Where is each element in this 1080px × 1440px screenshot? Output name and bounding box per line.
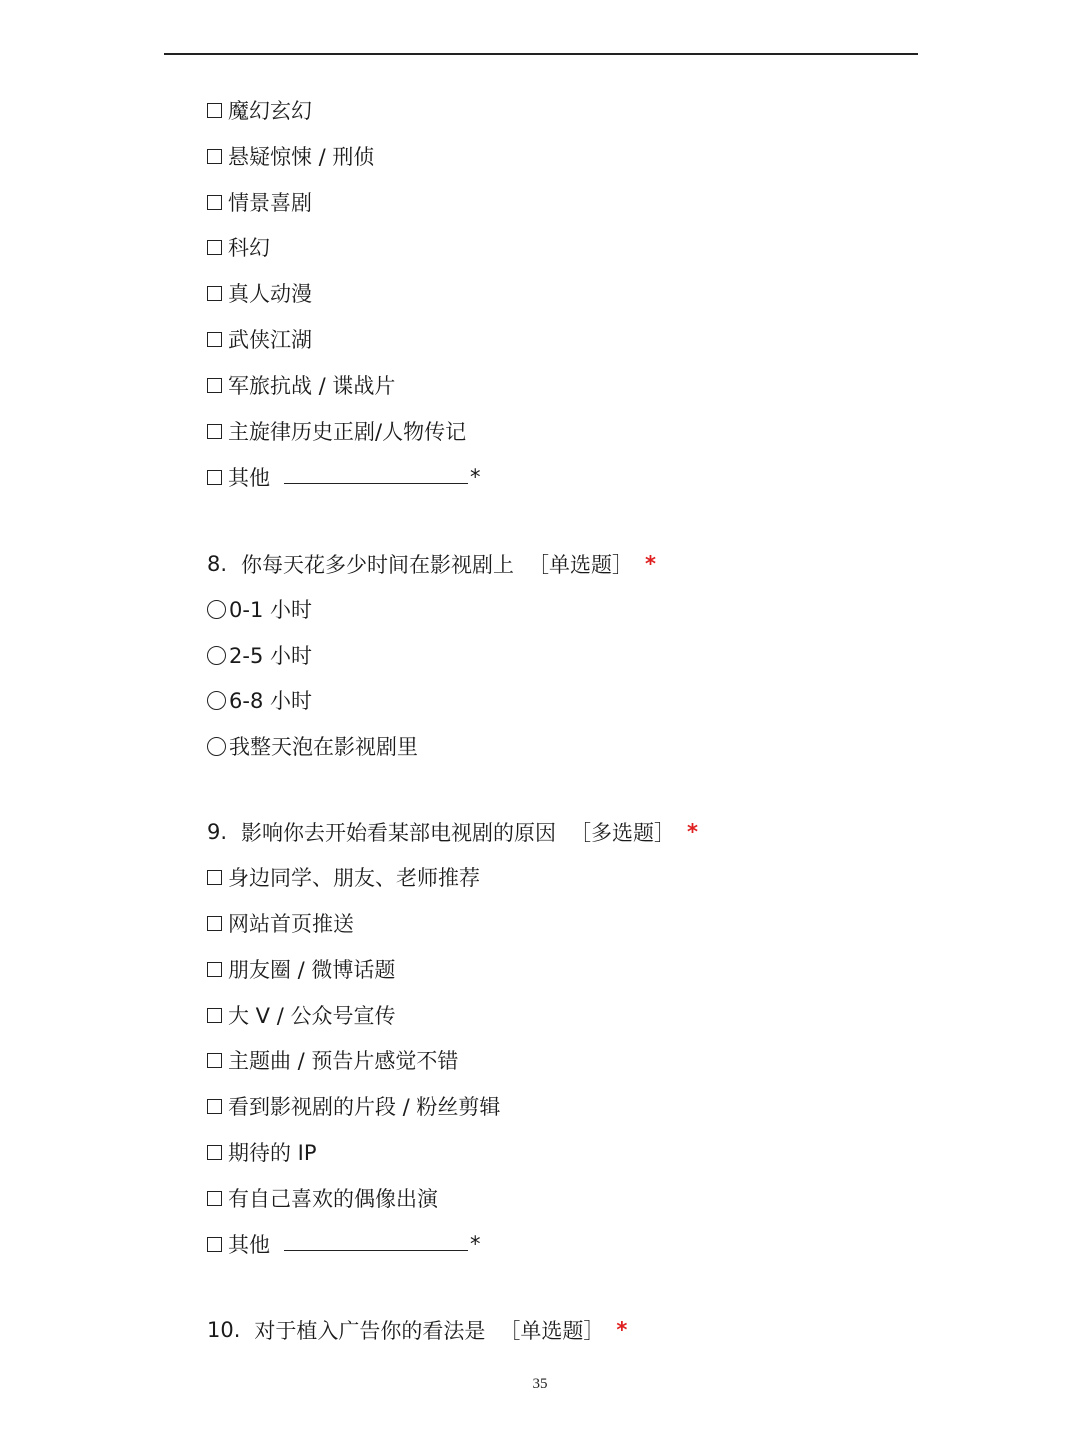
- q7-option-8[interactable]: [207, 415, 466, 447]
- q9-heading: [207, 816, 698, 848]
- other-text-blank[interactable]: [284, 1249, 468, 1251]
- q10-heading: [207, 1314, 627, 1346]
- q8-option-3[interactable]: [207, 684, 312, 716]
- checkbox-icon[interactable]: [207, 424, 222, 439]
- option-label: 其他: [228, 1233, 270, 1257]
- page-number: 35: [532, 1376, 548, 1392]
- required-mark: *: [470, 1232, 481, 1256]
- question-number: 8.: [207, 552, 228, 576]
- option-label: 看到影视剧的片段 / 粉丝剪辑: [228, 1095, 501, 1119]
- question-number: 10.: [207, 1318, 241, 1342]
- option-label: 主旋律历史正剧/人物传记: [228, 420, 467, 444]
- checkbox-icon[interactable]: [207, 240, 222, 255]
- checkbox-icon[interactable]: [207, 962, 222, 977]
- q7-option-5[interactable]: [207, 277, 312, 309]
- q8-option-1[interactable]: [207, 593, 312, 625]
- checkbox-icon[interactable]: [207, 332, 222, 347]
- checkbox-icon[interactable]: [207, 103, 222, 118]
- q7-option-other[interactable]: [207, 461, 481, 493]
- q9-option-7[interactable]: [207, 1136, 317, 1168]
- q9-option-8[interactable]: [207, 1182, 438, 1214]
- option-label: 魔幻玄幻: [228, 99, 312, 123]
- q7-option-3[interactable]: [207, 186, 312, 218]
- q9-option-6[interactable]: [207, 1090, 500, 1122]
- question-type: ［单选题］: [499, 1319, 605, 1343]
- checkbox-icon[interactable]: [207, 1145, 222, 1160]
- q9-option-1[interactable]: [207, 861, 480, 893]
- checkbox-icon[interactable]: [207, 286, 222, 301]
- option-label: 我整天泡在影视剧里: [229, 735, 418, 759]
- question-number: 9.: [207, 820, 228, 844]
- required-mark: *: [470, 465, 481, 489]
- option-label: 情景喜剧: [228, 191, 312, 215]
- question-type: ［多选题］: [570, 821, 676, 845]
- option-label: 悬疑惊悚 / 刑侦: [228, 145, 375, 169]
- q9-option-5[interactable]: [207, 1044, 458, 1076]
- checkbox-icon[interactable]: [207, 1008, 222, 1023]
- checkbox-icon[interactable]: [207, 1099, 222, 1114]
- question-title: 影响你去开始看某部电视剧的原因: [241, 821, 557, 845]
- radio-icon[interactable]: [207, 691, 226, 710]
- q8-heading: [207, 548, 656, 580]
- q7-option-6[interactable]: [207, 323, 312, 355]
- option-label: 身边同学、朋友、老师推荐: [228, 866, 480, 890]
- q7-option-2[interactable]: [207, 140, 374, 172]
- option-label: 武侠江湖: [228, 328, 312, 352]
- checkbox-icon[interactable]: [207, 149, 222, 164]
- radio-icon[interactable]: [207, 737, 226, 756]
- option-label: 主题曲 / 预告片感觉不错: [228, 1049, 459, 1073]
- q8-option-4[interactable]: [207, 730, 418, 762]
- checkbox-icon[interactable]: [207, 378, 222, 393]
- required-asterisk: *: [687, 820, 699, 844]
- q9-option-2[interactable]: [207, 907, 354, 939]
- option-label: 其他: [228, 466, 270, 490]
- radio-icon[interactable]: [207, 600, 226, 619]
- option-label: 2-5 小时: [229, 644, 312, 668]
- option-label: 期待的 IP: [228, 1141, 317, 1165]
- option-label: 0-1 小时: [229, 598, 312, 622]
- other-text-blank[interactable]: [284, 482, 468, 484]
- required-asterisk: *: [616, 1318, 628, 1342]
- option-label: 有自己喜欢的偶像出演: [228, 1187, 438, 1211]
- option-label: 网站首页推送: [228, 912, 354, 936]
- option-label: 军旅抗战 / 谍战片: [228, 374, 396, 398]
- option-label: 6-8 小时: [229, 689, 312, 713]
- question-title: 你每天花多少时间在影视剧上: [241, 553, 515, 577]
- option-label: 科幻: [228, 236, 270, 260]
- checkbox-icon[interactable]: [207, 1237, 222, 1252]
- q9-option-4[interactable]: [207, 999, 395, 1031]
- question-type: ［单选题］: [528, 553, 634, 577]
- checkbox-icon[interactable]: [207, 1053, 222, 1068]
- radio-icon[interactable]: [207, 646, 226, 665]
- option-label: 大 V / 公众号宣传: [228, 1004, 396, 1028]
- q9-option-3[interactable]: [207, 953, 395, 985]
- checkbox-icon[interactable]: [207, 195, 222, 210]
- checkbox-icon[interactable]: [207, 870, 222, 885]
- q9-option-other[interactable]: [207, 1228, 481, 1260]
- option-label: 真人动漫: [228, 282, 312, 306]
- q7-option-4[interactable]: [207, 231, 270, 263]
- q7-option-1[interactable]: [207, 94, 312, 126]
- checkbox-icon[interactable]: [207, 916, 222, 931]
- q8-option-2[interactable]: [207, 639, 312, 671]
- checkbox-icon[interactable]: [207, 470, 222, 485]
- checkbox-icon[interactable]: [207, 1191, 222, 1206]
- required-asterisk: *: [645, 552, 657, 576]
- option-label: 朋友圈 / 微博话题: [228, 958, 396, 982]
- top-rule: [164, 53, 918, 55]
- q7-option-7[interactable]: [207, 369, 395, 401]
- question-title: 对于植入广告你的看法是: [254, 1319, 486, 1343]
